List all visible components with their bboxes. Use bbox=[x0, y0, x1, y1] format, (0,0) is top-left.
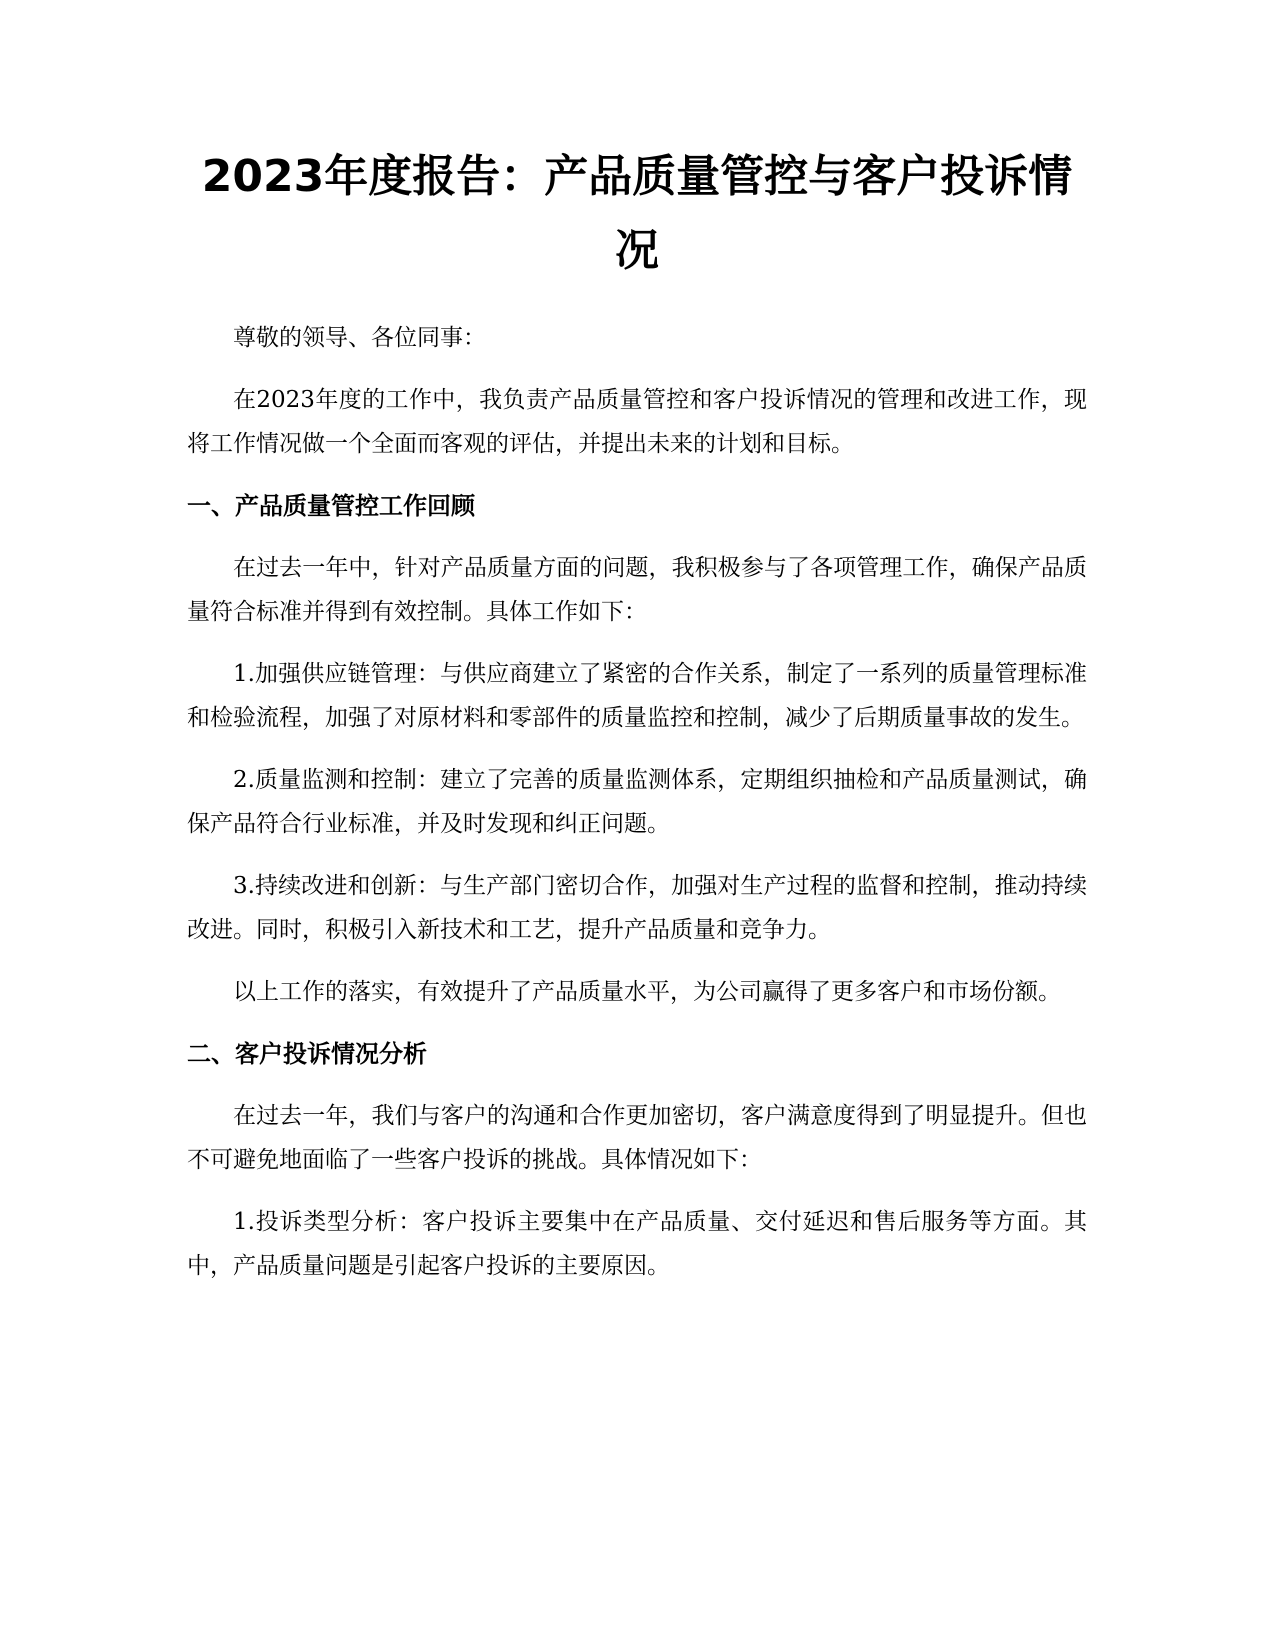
complaint-item-type-analysis: 1.投诉类型分析：客户投诉主要集中在产品质量、交付延迟和售后服务等方面。其中，产品质量问题是引起客户投诉的主要原因。 bbox=[187, 1209, 1087, 1279]
quality-item-supply-chain: 1.加强供应链管理：与供应商建立了紧密的合作关系，制定了一系列的质量管理标准和检验流程，加强了对原材料和零部件的质量监控和控制，减少了后期质量事故的发生。 bbox=[187, 661, 1087, 731]
quality-item-improvement: 3.持续改进和创新：与生产部门密切合作，加强对生产过程的监督和控制，推动持续改进。同时，积极引入新技术和工艺，提升产品质量和竞争力。 bbox=[187, 873, 1087, 943]
section-heading-complaint-analysis: 二、客户投诉情况分析 bbox=[187, 1040, 427, 1068]
quality-item-monitoring: 2.质量监测和控制：建立了完善的质量监测体系，定期组织抽检和产品质量测试，确保产品符合行业标准，并及时发现和纠正问题。 bbox=[187, 767, 1087, 837]
greeting-paragraph: 尊敬的领导、各位同事： bbox=[233, 325, 486, 351]
quality-summary-paragraph: 以上工作的落实，有效提升了产品质量水平，为公司赢得了更多客户和市场份额。 bbox=[233, 979, 1061, 1005]
intro-paragraph: 在2023年度的工作中，我负责产品质量管控和客户投诉情况的管理和改进工作，现将工作情况做一个全面而客观的评估，并提出未来的计划和目标。 bbox=[187, 387, 1087, 457]
section-heading-quality-review: 一、产品质量管控工作回顾 bbox=[187, 492, 475, 520]
quality-review-paragraph: 在过去一年中，针对产品质量方面的问题，我积极参与了各项管理工作，确保产品质量符合标准并得到有效控制。具体工作如下： bbox=[187, 555, 1087, 625]
complaint-analysis-paragraph: 在过去一年，我们与客户的沟通和合作更加密切，客户满意度得到了明显提升。但也不可避免地面临了一些客户投诉的挑战。具体情况如下： bbox=[187, 1103, 1087, 1173]
document-title: 2023年度报告：产品质量管控与客户投诉情况 bbox=[201, 151, 1073, 276]
document-body bbox=[187, 140, 1087, 1306]
